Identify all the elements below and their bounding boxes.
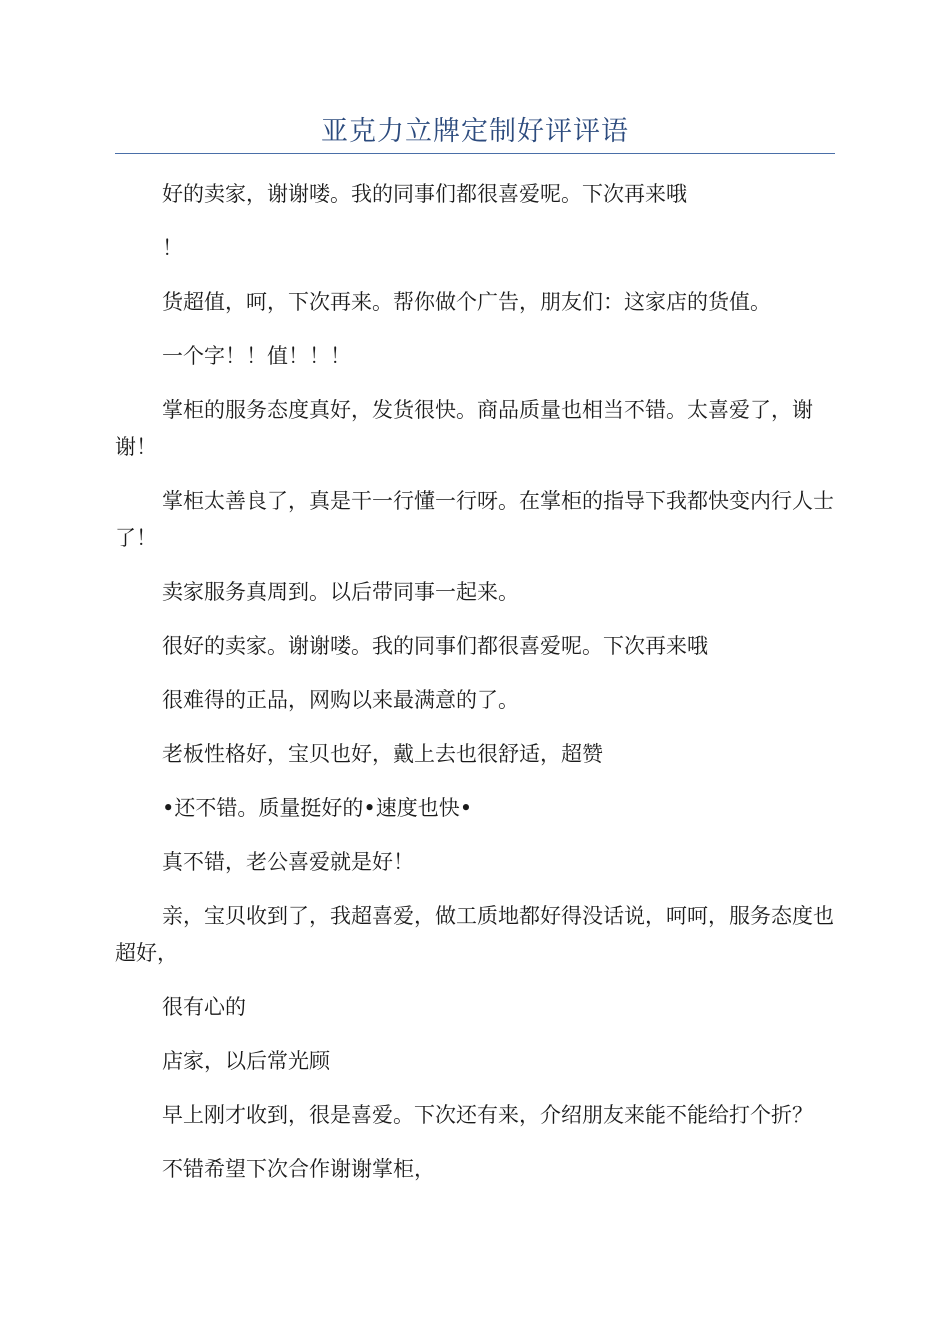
paragraph: 一个字！！值！！！ <box>162 344 351 368</box>
paragraph: 店家，以后常光顾 <box>162 1049 330 1073</box>
paragraph: 早上刚才收到，很是喜爱。下次还有来，介绍朋友来能不能给打个折？ <box>162 1103 813 1127</box>
paragraph: 卖家服务真周到。以后带同事一起来。 <box>162 580 519 604</box>
paragraph: 真不错，老公喜爱就是好！ <box>162 850 414 874</box>
title-underline <box>115 153 835 154</box>
paragraph: 不错希望下次合作谢谢掌柜， <box>162 1157 435 1181</box>
document-title: 亚克力立牌定制好评评语 <box>321 116 629 147</box>
paragraph: ！ <box>162 236 183 260</box>
paragraph: 很好的卖家。谢谢喽。我的同事们都很喜爱呢。下次再来哦 <box>162 634 708 658</box>
document-body <box>115 176 835 1205</box>
paragraph: 很有心的 <box>162 995 246 1019</box>
paragraph: 老板性格好，宝贝也好，戴上去也很舒适，超赞 <box>162 742 603 766</box>
paragraph: 掌柜太善良了，真是干一行懂一行呀。在掌柜的指导下我都快变内行人士了！ <box>115 489 834 550</box>
paragraph: 掌柜的服务态度真好，发货很快。商品质量也相当不错。太喜爱了，谢谢！ <box>115 398 813 459</box>
paragraph: •还不错。质量挺好的•速度也快• <box>162 796 473 820</box>
paragraph: 很难得的正品，网购以来最满意的了。 <box>162 688 519 712</box>
paragraph: 亲，宝贝收到了，我超喜爱，做工质地都好得没话说，呵呵，服务态度也超好， <box>115 904 834 965</box>
paragraph: 货超值，呵，下次再来。帮你做个广告，朋友们：这家店的货值。 <box>162 290 771 314</box>
paragraph: 好的卖家，谢谢喽。我的同事们都很喜爱呢。下次再来哦 <box>162 182 687 206</box>
